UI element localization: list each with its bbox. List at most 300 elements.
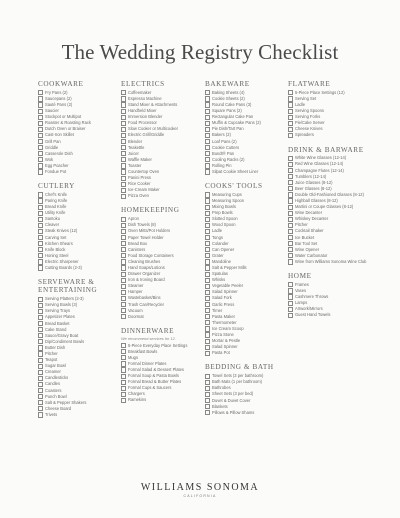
checklist-item-label: Hand Soaps/Lotions xyxy=(127,265,165,270)
checklist-item-label: Rolling Pin xyxy=(211,162,232,168)
checklist-item-label: Oven Mitts/Pot Holders xyxy=(127,228,171,234)
checklist-item-label: Cocktail Shaker xyxy=(294,228,324,234)
checkbox-icon[interactable] xyxy=(38,151,43,156)
checkbox-icon[interactable] xyxy=(121,102,126,107)
checkbox-icon[interactable] xyxy=(121,194,126,199)
checklist-item-label: Espresso Machine xyxy=(127,95,162,101)
checkbox-icon[interactable] xyxy=(205,320,210,325)
checkbox-icon[interactable] xyxy=(288,282,293,287)
checklist-item-label: Carving Set xyxy=(44,234,67,240)
checkbox-icon[interactable] xyxy=(205,127,210,132)
checkbox-icon[interactable] xyxy=(121,386,126,391)
checklist-item-label: Garlic Press xyxy=(211,301,235,307)
checkbox-icon[interactable] xyxy=(288,156,293,161)
checkbox-icon[interactable] xyxy=(288,247,293,252)
checkbox-icon[interactable] xyxy=(205,241,210,246)
checklist-item-label: Frames xyxy=(294,281,309,287)
checkbox-icon[interactable] xyxy=(38,358,43,363)
checkbox-icon[interactable] xyxy=(288,180,293,185)
checkbox-icon[interactable] xyxy=(288,162,293,167)
checkbox-icon[interactable] xyxy=(288,127,293,132)
checkbox-icon[interactable] xyxy=(205,326,210,331)
checkbox-icon[interactable] xyxy=(38,192,43,197)
checklist-item-label: Salad Spinner xyxy=(211,289,238,295)
checklist-item xyxy=(121,314,207,320)
category-heading: DRINK & BARWARE xyxy=(288,145,364,154)
checkbox-icon[interactable] xyxy=(38,115,43,120)
checkbox-icon[interactable] xyxy=(121,278,126,283)
checkbox-icon[interactable] xyxy=(121,115,126,120)
checkbox-icon[interactable] xyxy=(38,265,43,270)
checklist-item-label: Paper Towel Holder xyxy=(127,234,164,240)
checkbox-icon[interactable] xyxy=(121,145,126,150)
checkbox-icon[interactable] xyxy=(205,265,210,270)
checklist-item-label: Ice-Cream Maker xyxy=(127,187,160,193)
checkbox-icon[interactable] xyxy=(205,253,210,258)
checkbox-icon[interactable] xyxy=(121,374,126,379)
category-heading: BAKEWARE xyxy=(205,80,250,88)
checklist-item-label: Stockpot or Multipot xyxy=(44,114,82,120)
checklist-item-label: Salt & Pepper Mills xyxy=(211,265,247,270)
checklist-item-label: Iron & Ironing Board xyxy=(127,277,165,283)
checkbox-icon[interactable] xyxy=(288,229,293,234)
checkbox-icon[interactable] xyxy=(288,259,293,264)
checkbox-icon[interactable] xyxy=(121,182,126,187)
checkbox-icon[interactable] xyxy=(205,223,210,228)
checkbox-icon[interactable] xyxy=(38,139,43,144)
column-2 xyxy=(121,80,207,404)
checkbox-icon[interactable] xyxy=(205,398,210,403)
checkbox-icon[interactable] xyxy=(121,380,126,385)
checklist-item-label: Griddle xyxy=(44,144,59,150)
checklist-item-label: Pie/Cake Server xyxy=(294,120,325,126)
checkbox-icon[interactable] xyxy=(288,168,293,173)
brand-logo: WILLIAMS SONOMA xyxy=(140,482,260,493)
checkbox-icon[interactable] xyxy=(288,253,293,258)
checklist-item-label: Rice Cooker xyxy=(127,181,151,187)
checkbox-icon[interactable] xyxy=(121,302,126,307)
checklist-item-label: Tumblers (12-14) xyxy=(294,173,327,179)
checklist-item-label: Bread Basket xyxy=(44,320,70,326)
checklist-item-label: Grill Pan xyxy=(44,138,61,144)
checklist-item-label: Whiskey Decanter xyxy=(294,216,329,222)
brand-tagline: CALIFORNIA xyxy=(183,494,217,498)
checklist xyxy=(38,90,124,175)
checklist-item-label: Formal Dinner Plates xyxy=(127,360,167,366)
checkbox-icon[interactable] xyxy=(38,297,43,302)
checklist-item-label: Measuring Cups xyxy=(211,191,242,197)
checklist-item-label: Mandoline xyxy=(211,258,231,264)
checklist-item-label: Creamer xyxy=(44,369,61,375)
checklist-item-label: Chef's Knife xyxy=(44,191,67,197)
checklist-item-label: Chargers xyxy=(127,391,145,397)
checklist-item-label: Timer xyxy=(211,307,223,313)
checkbox-icon[interactable] xyxy=(121,188,126,193)
checkbox-icon[interactable] xyxy=(38,90,43,95)
checkbox-icon[interactable] xyxy=(38,127,43,132)
checkbox-icon[interactable] xyxy=(205,345,210,350)
checkbox-icon[interactable] xyxy=(205,145,210,150)
checklist-item-label: Panini Press xyxy=(127,175,151,181)
checklist-item-label: Round Cake Pans (3) xyxy=(211,101,252,107)
checkbox-icon[interactable] xyxy=(121,265,126,270)
checklist-item-label: Spreaders xyxy=(294,132,314,138)
checklist-item-label: Pie Dish/Tart Pan xyxy=(211,126,244,132)
checklist xyxy=(121,90,207,200)
checklist-item-label: Towel Sets (3 per bathroom) xyxy=(211,373,264,379)
checklist-item-label: Cleaver xyxy=(44,222,60,228)
checklist-item-label: Highball Glasses (8-12) xyxy=(294,197,338,203)
checkbox-icon[interactable] xyxy=(38,109,43,114)
checkbox-icon[interactable] xyxy=(121,139,126,144)
checkbox-icon[interactable] xyxy=(38,223,43,228)
checkbox-icon[interactable] xyxy=(38,169,43,174)
checklist-item-label: Coasters xyxy=(44,387,62,393)
checkbox-icon[interactable] xyxy=(288,241,293,246)
checkbox-icon[interactable] xyxy=(288,192,293,197)
checkbox-icon[interactable] xyxy=(205,217,210,222)
checkbox-icon[interactable] xyxy=(121,355,126,360)
checkbox-icon[interactable] xyxy=(38,303,43,308)
checklist-item-label: Doormat xyxy=(127,313,144,319)
checklist-item-label: Steak Knives (12) xyxy=(44,228,78,234)
checkbox-icon[interactable] xyxy=(121,284,126,289)
checkbox-icon[interactable] xyxy=(205,374,210,379)
checkbox-icon[interactable] xyxy=(288,223,293,228)
checkbox-icon[interactable] xyxy=(205,278,210,283)
checkbox-icon[interactable] xyxy=(205,151,210,156)
checklist-item-label: Waffle Maker xyxy=(127,156,152,162)
checkbox-icon[interactable] xyxy=(205,392,210,397)
checkbox-icon[interactable] xyxy=(288,307,293,312)
checkbox-icon[interactable] xyxy=(121,90,126,95)
checkbox-icon[interactable] xyxy=(121,133,126,138)
checkbox-icon[interactable] xyxy=(38,394,43,399)
checklist-item-label: Punch Bowl xyxy=(44,393,67,399)
checkbox-icon[interactable] xyxy=(205,380,210,385)
checkbox-icon[interactable] xyxy=(205,121,210,126)
checkbox-icon[interactable] xyxy=(121,398,126,403)
checklist-item-label: Silpat Cookie Sheet Liner xyxy=(211,169,259,174)
checklist-item-label: Countertop Oven xyxy=(127,169,160,174)
checkbox-icon[interactable] xyxy=(121,259,126,264)
checklist-item-label: Slotted Spoon xyxy=(211,216,238,222)
checkbox-icon[interactable] xyxy=(121,121,126,126)
checkbox-icon[interactable] xyxy=(205,115,210,120)
checkbox-icon[interactable] xyxy=(205,139,210,144)
checkbox-icon[interactable] xyxy=(205,290,210,295)
checkbox-icon[interactable] xyxy=(205,259,210,264)
checklist-item-label: 5-Piece Place Settings (12) xyxy=(294,89,345,95)
checklist-item-label: Mixing Bowls xyxy=(211,204,236,210)
checklist-item-label: Sauté Pans (2) xyxy=(44,101,73,107)
checkbox-icon[interactable] xyxy=(121,253,126,258)
checklist-item-label: Immersion Blender xyxy=(127,114,163,120)
checklist-item-label: Measuring Spoon xyxy=(211,197,245,203)
checklist-item-label: Grater xyxy=(211,252,224,258)
checkbox-icon[interactable] xyxy=(288,90,293,95)
checkbox-icon[interactable] xyxy=(205,308,210,313)
checkbox-icon[interactable] xyxy=(288,235,293,240)
checklist-item-label: Pizza Oven xyxy=(127,193,149,199)
checkbox-icon[interactable] xyxy=(121,361,126,366)
checkbox-icon[interactable] xyxy=(205,339,210,344)
checkbox-icon[interactable] xyxy=(38,247,43,252)
checkbox-icon[interactable] xyxy=(205,351,210,356)
checkbox-icon[interactable] xyxy=(205,109,210,114)
checkbox-icon[interactable] xyxy=(38,370,43,375)
checklist-item-label: Bundt® Pan xyxy=(211,150,235,156)
checkbox-icon[interactable] xyxy=(288,313,293,318)
checklist-item-label: Electric Sharpener xyxy=(44,258,79,264)
checkbox-icon[interactable] xyxy=(288,115,293,120)
checklist-item-label: Loaf Pans (2) xyxy=(211,138,237,144)
checklist-item-label: Cheese Board xyxy=(44,405,72,411)
checkbox-icon[interactable] xyxy=(38,333,43,338)
checklist-item-label: Mortar & Pestle xyxy=(211,338,241,344)
checkbox-icon[interactable] xyxy=(205,198,210,203)
checklist-item-label: Bread Box xyxy=(127,240,148,246)
checkbox-icon[interactable] xyxy=(205,247,210,252)
checkbox-icon[interactable] xyxy=(38,345,43,350)
checkbox-icon[interactable] xyxy=(121,157,126,162)
checkbox-icon[interactable] xyxy=(38,315,43,320)
checkbox-icon[interactable] xyxy=(288,205,293,210)
checklist-item-label: Wine Opener xyxy=(294,246,320,252)
checklist-item-label: Wine from Williams Sonoma Wine Club xyxy=(294,258,367,264)
checklist xyxy=(121,343,207,404)
checkbox-icon[interactable] xyxy=(205,163,210,168)
checkbox-icon[interactable] xyxy=(205,235,210,240)
category-heading: ELECTRICS xyxy=(121,80,165,88)
checklist-item-label: Formal Cups & Saucers xyxy=(127,385,172,391)
checkbox-icon[interactable] xyxy=(121,241,126,246)
checkbox-icon[interactable] xyxy=(288,198,293,203)
checkbox-icon[interactable] xyxy=(38,145,43,150)
checkbox-icon[interactable] xyxy=(121,349,126,354)
checkbox-icon[interactable] xyxy=(121,163,126,168)
checklist-item-label: Colander xyxy=(211,240,229,246)
checklist-item-label: Blender xyxy=(127,138,143,144)
checklist-item-label: Ramekins xyxy=(127,397,147,403)
checklist-item-label: Lamps xyxy=(294,300,308,306)
checklist-item-label: Saucepans (2) xyxy=(44,95,72,101)
checkbox-icon[interactable] xyxy=(38,364,43,369)
checklist-item-label: Wastebasket/Bins xyxy=(127,295,161,301)
checkbox-icon[interactable] xyxy=(205,96,210,101)
category-heading: COOKS' TOOLS xyxy=(205,182,263,191)
category-heading: HOME xyxy=(288,272,312,280)
checkbox-icon[interactable] xyxy=(38,96,43,101)
checkbox-icon[interactable] xyxy=(288,294,293,299)
checkbox-icon[interactable] xyxy=(205,229,210,234)
checkbox-icon[interactable] xyxy=(38,388,43,393)
checkbox-icon[interactable] xyxy=(205,302,210,307)
checklist-item-label: Mugs xyxy=(127,354,138,360)
checkbox-icon[interactable] xyxy=(288,102,293,107)
checkbox-icon[interactable] xyxy=(38,412,43,417)
checklist-item-label: Knife Block xyxy=(44,246,66,252)
checkbox-icon[interactable] xyxy=(205,296,210,301)
checkbox-icon[interactable] xyxy=(205,284,210,289)
checklist xyxy=(205,373,291,416)
checkbox-icon[interactable] xyxy=(121,127,126,132)
checkbox-icon[interactable] xyxy=(38,217,43,222)
checkbox-icon[interactable] xyxy=(38,376,43,381)
checkbox-icon[interactable] xyxy=(288,217,293,222)
checkbox-icon[interactable] xyxy=(38,339,43,344)
checkbox-icon[interactable] xyxy=(205,133,210,138)
checkbox-icon[interactable] xyxy=(121,343,126,348)
checkbox-icon[interactable] xyxy=(38,382,43,387)
checklist-item-label: Saucier xyxy=(44,108,59,114)
checkbox-icon[interactable] xyxy=(205,192,210,197)
checkbox-icon[interactable] xyxy=(121,235,126,240)
checkbox-icon[interactable] xyxy=(205,169,210,174)
checkbox-icon[interactable] xyxy=(38,321,43,326)
checkbox-icon[interactable] xyxy=(121,109,126,114)
category-heading: DINNERWARE xyxy=(121,326,175,335)
checkbox-icon[interactable] xyxy=(121,247,126,252)
checklist-item-label: Casserole Dish xyxy=(44,150,73,156)
checklist-item xyxy=(38,412,124,418)
category-heading: FLATWARE xyxy=(288,80,331,88)
checklist-item-label: Cookie Cutters xyxy=(211,144,240,150)
checkbox-icon[interactable] xyxy=(38,351,43,356)
checklist-item-label: Salad Fork xyxy=(211,295,232,301)
checklist-item-label: Handheld Mixer xyxy=(127,108,157,114)
checklist-item-label: Cooling Racks (2) xyxy=(211,156,245,162)
category-heading: COOKWARE xyxy=(38,80,84,88)
checkbox-icon[interactable] xyxy=(205,404,210,409)
checkbox-icon[interactable] xyxy=(288,174,293,179)
checkbox-icon[interactable] xyxy=(38,102,43,107)
checkbox-icon[interactable] xyxy=(38,121,43,126)
checkbox-icon[interactable] xyxy=(288,133,293,138)
checklist-item-label: Candles xyxy=(44,381,61,387)
checkbox-icon[interactable] xyxy=(288,301,293,306)
checklist xyxy=(205,192,291,357)
checklist-item xyxy=(288,259,374,265)
checkbox-icon[interactable] xyxy=(38,241,43,246)
checklist-item xyxy=(121,397,207,403)
checklist-item-label: Ladle xyxy=(211,228,223,234)
checklist-item-label: Appetizer Plates xyxy=(44,314,75,320)
checkbox-icon[interactable] xyxy=(205,157,210,162)
checkbox-icon[interactable] xyxy=(121,290,126,295)
checkbox-icon[interactable] xyxy=(38,133,43,138)
checkbox-icon[interactable] xyxy=(121,217,126,222)
checkbox-icon[interactable] xyxy=(205,410,210,415)
checkbox-icon[interactable] xyxy=(288,109,293,114)
checkbox-icon[interactable] xyxy=(205,386,210,391)
checklist-item-label: Serving Platters (2-3) xyxy=(44,296,84,302)
checkbox-icon[interactable] xyxy=(38,229,43,234)
checkbox-icon[interactable] xyxy=(38,309,43,314)
checkbox-icon[interactable] xyxy=(38,198,43,203)
checkbox-icon[interactable] xyxy=(121,169,126,174)
checkbox-icon[interactable] xyxy=(205,90,210,95)
checkbox-icon[interactable] xyxy=(121,151,126,156)
checkbox-icon[interactable] xyxy=(288,211,293,216)
checkbox-icon[interactable] xyxy=(38,211,43,216)
checkbox-icon[interactable] xyxy=(38,205,43,210)
checkbox-icon[interactable] xyxy=(288,121,293,126)
checkbox-icon[interactable] xyxy=(288,288,293,293)
checklist-item-label: Vacuum xyxy=(127,307,143,313)
category-note: We recommend services for 12. xyxy=(121,336,176,342)
checkbox-icon[interactable] xyxy=(38,400,43,405)
checkbox-icon[interactable] xyxy=(121,367,126,372)
checkbox-icon[interactable] xyxy=(38,327,43,332)
checklist-item-label: Utility Knife xyxy=(44,210,66,216)
checklist-item-label: Butter Dish xyxy=(44,344,66,350)
column-1 xyxy=(38,80,124,418)
checkbox-icon[interactable] xyxy=(121,272,126,277)
checkbox-icon[interactable] xyxy=(121,392,126,397)
checkbox-icon[interactable] xyxy=(121,223,126,228)
checklist-item-label: Slow Cooker or Multicooker xyxy=(127,126,179,132)
checklist xyxy=(288,282,374,319)
checkbox-icon[interactable] xyxy=(288,96,293,101)
checklist-item-label: Wine Decanter xyxy=(294,210,323,216)
checkbox-icon[interactable] xyxy=(38,235,43,240)
checklist-item-label: Pitcher xyxy=(44,351,58,356)
checklist xyxy=(288,90,374,139)
checklist-item-label: Cookie Sheets (2) xyxy=(211,95,245,101)
checklist-item-label: Formal Soup & Pasta Bowls xyxy=(127,373,179,379)
checklist xyxy=(121,216,207,320)
checkbox-icon[interactable] xyxy=(38,253,43,258)
checklist-item-label: Square Pans (2) xyxy=(211,108,242,114)
checklist-item-label: Steamer xyxy=(127,283,144,289)
checklist-item-label: Salad Spinner xyxy=(211,344,238,350)
checkbox-icon[interactable] xyxy=(205,205,210,210)
checkbox-icon[interactable] xyxy=(121,314,126,319)
checklist-item xyxy=(205,350,291,356)
checklist-item-label: Serving Bowls (3) xyxy=(44,302,78,308)
checklist-item-label: Water Carbonator xyxy=(294,252,328,258)
checkbox-icon[interactable] xyxy=(121,96,126,101)
checklist-item-label: Sugar Bowl xyxy=(44,363,66,369)
checklist-item-label: Formal Bread & Butter Plates xyxy=(127,379,182,385)
checkbox-icon[interactable] xyxy=(121,296,126,301)
checkbox-icon[interactable] xyxy=(205,314,210,319)
checklist-item-label: Champagne Flutes (12-14) xyxy=(294,167,344,173)
checkbox-icon[interactable] xyxy=(205,211,210,216)
checkbox-icon[interactable] xyxy=(38,406,43,411)
checklist-item-label: Dip/Condiment Bowls xyxy=(44,338,85,344)
checkbox-icon[interactable] xyxy=(205,272,210,277)
checklist-item-label: Serving Set xyxy=(294,95,317,101)
checkbox-icon[interactable] xyxy=(205,332,210,337)
checklist-item-label: Honing Steel xyxy=(44,252,69,258)
checkbox-icon[interactable] xyxy=(205,102,210,107)
checklist-item-label: Ice Bucket xyxy=(294,234,315,240)
checklist-item-label: Trivets xyxy=(44,411,58,417)
checkbox-icon[interactable] xyxy=(121,176,126,181)
checkbox-icon[interactable] xyxy=(121,229,126,234)
column-4 xyxy=(288,80,374,318)
checkbox-icon[interactable] xyxy=(38,157,43,162)
checklist xyxy=(38,296,124,418)
checklist-item-label: Pizza Stone xyxy=(211,332,234,338)
checklist-item-label: Artwork/Mirrors xyxy=(294,306,323,312)
checkbox-icon[interactable] xyxy=(288,186,293,191)
checkbox-icon[interactable] xyxy=(38,163,43,168)
checkbox-icon[interactable] xyxy=(38,259,43,264)
checkbox-icon[interactable] xyxy=(121,308,126,313)
